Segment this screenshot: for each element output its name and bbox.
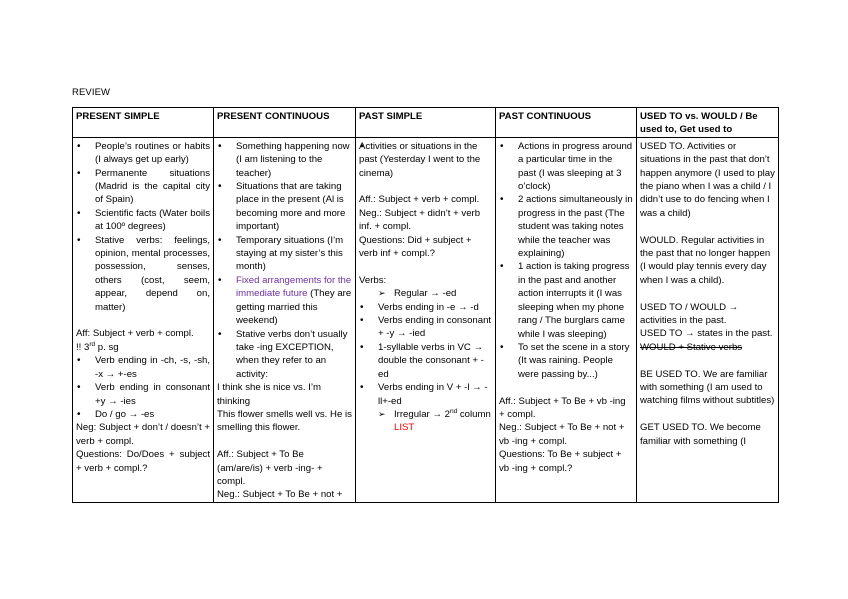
cell-present-simple [73,137,214,502]
list-link-text: LIST [394,422,415,434]
pc-negative: Neg.: Subject + To Be + not + [217,489,343,501]
be-used-to-paragraph: BE USED TO. We are familiar with something (I am used to watching films without subtitles) [640,368,775,407]
fixed-arrangements-text: Fixed arrangements for the immediate future [236,274,352,300]
list-item: • Stative verbs don’t usually take -ing EXCEPTION, when they refer to an activity: [217,328,352,382]
list-item: ➢ Regular → -ed [378,287,492,300]
pcn-affirmative: Aff.: Subject + To Be + vb -ing + compl. [499,395,626,420]
ps-third-person: !! 3rd p. sg [76,340,119,353]
cell-used-to [637,137,779,502]
review-title: REVIEW [72,87,111,98]
list-item: • Verbs ending in -e → -d [359,301,492,314]
pcn-questions: Questions: To Be + subject + vb -ing + compl.? [499,449,622,474]
cell-present-continuous [214,137,356,502]
content-row [73,137,779,502]
list-item: • Activities or situations in the past (Yesterday I went to the cinema) [359,140,492,180]
list-item: • Fixed arrangements for the immediate future (They are getting married this weekend) [217,274,352,328]
list-item: • Something happening now (I am listening to the teacher) [217,140,352,180]
cell-past-simple [356,137,496,502]
list-item: • Verb ending in consonant +y → -ies [76,381,210,408]
header-present-simple: PRESENT SIMPLE [73,108,214,138]
header-present-continuous: PRESENT CONTINUOUS [214,108,356,138]
list-item: ➢ Irregular → 2nd column LIST [378,408,492,435]
ps-negative: Neg: Subject + don’t / doesn’t + verb + compl. [76,422,210,447]
header-row [73,108,779,138]
pst-negative: Neg.: Subject + didn’t + verb inf. + compl. [359,207,481,233]
list-item: • Verbs ending in consonant + -y → -ied [359,314,492,341]
list-item: • People’s routines or habits (I always get up early) [76,140,210,167]
list-item: • Permanente situations (Madrid is the capital city of Spain) [76,167,210,207]
list-item: • Verb ending in -ch, -s, -sh, -x → +-es [76,354,210,381]
list-item: • Temporary situations (I’m staying at my sister’s this month) [217,234,352,274]
pc-affirmative: Aff.: Subject + To Be (am/are/is) + verb -ing- + compl. [217,449,323,487]
header-past-simple: PAST SIMPLE [356,108,496,138]
list-item: • To set the scene in a story (It was raining. People were passing by...) [499,341,633,381]
used-to-would-line: USED TO / WOULD → activities in the past. [640,301,739,327]
ps-questions: Questions: Do/Does + subject + verb + compl.? [76,449,210,474]
header-past-continuous: PAST CONTINUOUS [496,108,637,138]
pc-example: I think she is nice vs. I’m thinking [217,382,321,407]
list-item: • 1-syllable verbs in VC → double the consonant + -ed [359,341,492,381]
list-item: • Verbs ending in V + -l → -ll+-ed [359,381,492,408]
cell-past-continuous [496,137,637,502]
pst-questions: Questions: Did + subject + verb inf + compl.? [359,234,472,260]
list-item: • 1 action is taking progress in the past and another action interrupts it (I was sleeping when my phone rang / The burglars came while I was sleeping) [499,260,633,340]
would-stative-line: WOULD + Stative verbs [640,341,743,353]
list-item: • Scientific facts (Water boils at 100º degrees) [76,207,210,234]
list-item: • Situations that are taking place in the present (Al is becoming more and more important) [217,180,352,234]
pst-affirmative: Aff.: Subject + verb + compl. [359,194,480,206]
get-used-to-paragraph: GET USED TO. We become familiar with something (I [640,422,761,447]
list-item: • Do / go → -es [76,408,210,421]
used-to-states-line: USED TO → states in the past. [640,328,773,340]
list-item: • 2 actions simultaneously in progress in the past (The student was taking notes while the teacher was explaining) [499,193,633,260]
review-table [72,107,779,503]
list-item: • Stative verbs: feelings, opinion, mental processes, possession, senses, others (cost, seem, appear, depend on, matter) [76,234,210,314]
list-item: • Actions in progress around a particular time in the past (I was sleeping at 3 o’clock) [499,140,633,194]
header-used-to: USED TO vs. WOULD / Be used to, Get used to [637,108,779,138]
pc-example: This flower smells well vs. He is smelling this flower. [217,408,352,434]
ps-affirmative: Aff: Subject + verb + compl. [76,328,194,340]
verbs-label: Verbs: [359,274,387,286]
would-paragraph: WOULD. Regular activities in the past that no longer happen (I would play tennis every day when I was a child). [640,234,771,286]
used-to-paragraph: USED TO. Activities or situations in the past that don’t happen anymore (I used to play the piano when I was a child / I didn’t use to do fencing when I was a child) [640,140,775,219]
pcn-negative: Neg.: Subject + To Be + not + vb -ing + compl. [499,422,625,447]
